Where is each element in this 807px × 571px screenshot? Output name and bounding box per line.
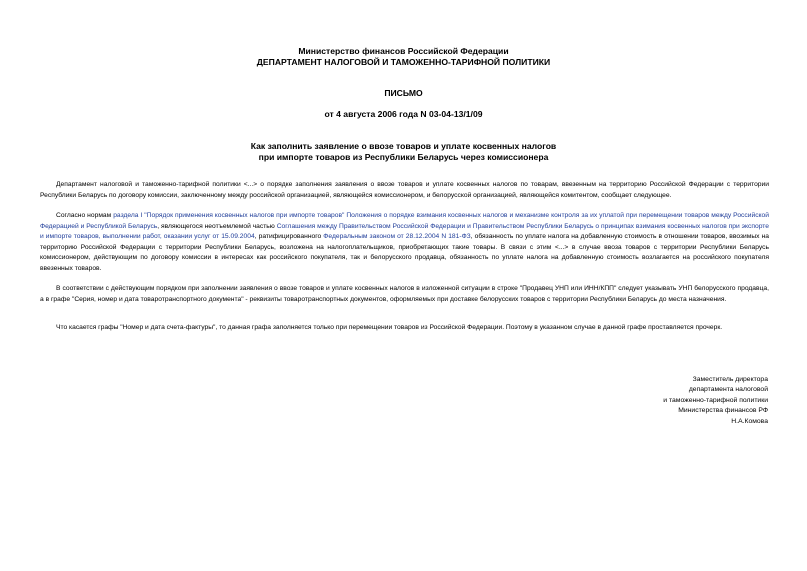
law-section-link[interactable]: раздела I "Порядок применения косвенных налогов при импорте товаров" Положения о порядке взимания косвенных налогов и механизме контроля за их уплатой при перемещении товаров между Российской Федерацией и Республикой Беларусь bbox=[40, 212, 770, 230]
signature-line-2: департамента налоговой bbox=[688, 386, 768, 394]
title-line-2: при импорте товаров из Республики Беларусь через комиссионера bbox=[258, 152, 549, 162]
paragraph-2-text-2: , являющегося неотъемлемой частью bbox=[157, 222, 277, 230]
signature-block bbox=[663, 375, 768, 427]
signature-line-4: Министерства финансов РФ bbox=[678, 407, 768, 415]
paragraph-3: В соответствии с действующим порядком при заполнении заявления о ввозе товаров и уплате косвенных налогов в изложенной ситуации в строке "Продавец УНП или ИНН/КПП" следует указывать УНП белорусского продавца, а в графе "Серия, номер и дата товаротранспортного документа" - реквизиты товаротранспортных документов, оформляемых при доставке белорусских товаров с территории Республики Беларусь до места назначения. bbox=[40, 285, 769, 303]
signature-line-3: и таможенно-тарифной политики bbox=[663, 396, 768, 404]
paragraph-1: Департамент налоговой и таможенно-тарифной политики <...> о порядке заполнения заявления о ввозе товаров и уплате косвенных налогов по товарам, ввезенным на территорию Российской Федерации с территории Республики Беларусь по договору комиссии, заключенному между российской организацией, являющейся комиссионером, и белорусской организацией, являющейся комитентом, сообщает следующее. bbox=[40, 181, 769, 199]
paragraph-2 bbox=[40, 211, 769, 275]
title-line-1: Как заполнить заявление о ввозе товаров и уплате косвенных налогов bbox=[250, 141, 557, 151]
federal-law-link[interactable]: Федеральным законом от 28.12.2004 N 181-ФЗ bbox=[323, 233, 471, 241]
department-name: ДЕПАРТАМЕНТ НАЛОГОВОЙ И ТАМОЖЕННО-ТАРИФНОЙ ПОЛИТИКИ bbox=[256, 57, 551, 67]
signature-line-1: Заместитель директора bbox=[692, 376, 768, 383]
document-header bbox=[0, 46, 807, 68]
paragraph-2-text-3: , ратифицированного bbox=[254, 233, 324, 241]
paragraph-4: Что касается графы "Номер и дата счета-фактуры", то данная графа заполняется только при перемещении товаров из Российской Федерации. Поэтому в указанном случае в данной графе проставляется прочерк. bbox=[56, 324, 723, 331]
paragraph-2-text-4: , обязанность по уплате налога на добавленную стоимость в отношении товаров, ввозимых на территорию Российской Федерации с территории Республики Беларусь, возложена на налогоплательщиков, приобретающих такие товары. В связи с этим <...> в случае ввоза товаров с территории Республики Беларусь комиссионером, действующим по договору комиссии в интересах как российского покупателя, так и белорусского продавца, обязанность по уплате налога на добавленную стоимость возлагается на российского покупателя ввезенных товаров. bbox=[40, 233, 769, 272]
document-title bbox=[0, 141, 807, 163]
document-date: от 4 августа 2006 года N 03-04-13/1/09 bbox=[324, 109, 483, 119]
paragraph-2-text-1: Согласно нормам bbox=[56, 212, 114, 219]
signatory-name: Н.А.Комова bbox=[731, 417, 768, 425]
document-type: ПИСЬМО bbox=[384, 88, 423, 98]
agreement-link[interactable]: Соглашения между Правительством Российской Федерации и Правительством Республики Беларусь о принципах взимания косвенных налогов при экспорте и импорте товаров, выполнении работ, оказании услуг от 15.09.2004 bbox=[40, 222, 770, 241]
ministry-name: Министерство финансов Российской Федерации bbox=[298, 46, 509, 56]
